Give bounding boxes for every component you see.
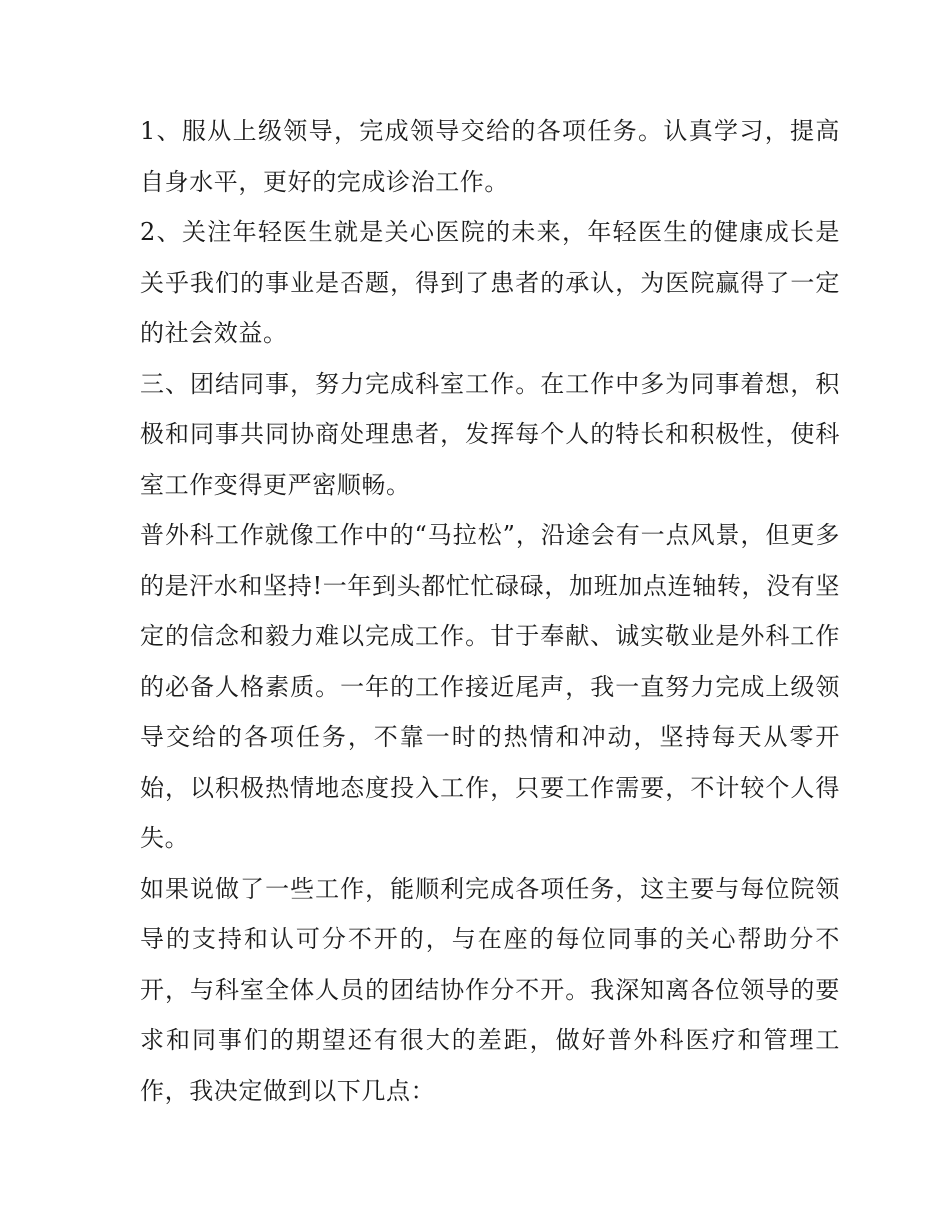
paragraph-section-3: 三、团结同事，努力完成科室工作。在工作中多为同事着想，积极和同事共同协商处理患者，发挥每个人的特长和积极性，使科室工作变得更严密顺畅。 (140, 369, 840, 499)
paragraph-item-1: 1、服从上级领导，完成领导交给的各项任务。认真学习，提高自身水平，更好的完成诊治工作。 (140, 117, 840, 196)
paragraph-item-2: 2、关注年轻医生就是关心医院的未来，年轻医生的健康成长是关乎我们的事业是否题，得到了患者的承认，为医院赢得了一定的社会效益。 (140, 218, 840, 347)
paragraph-marathon: 普外科工作就像工作中的“马拉松”，沿途会有一点风景，但更多的是汗水和坚持!一年到头都忙忙碌碌，加班加点连轴转，没有坚定的信念和毅力难以完成工作。甘于奉献、诚实敬业是外科工作的必备人格素质。一年的工作接近尾声，我一直努力完成上级领导交给的各项任务，不靠一时的热情和冲动，坚持每天从零开始，以积极热情地态度投入工作，只要工作需要，不计较个人得失。 (140, 521, 840, 852)
document-body (140, 106, 840, 1116)
paragraph-conclusion: 如果说做了一些工作，能顺利完成各项任务，这主要与每位院领导的支持和认可分不开的，与在座的每位同事的关心帮助分不开，与科室全体人员的团结协作分不开。我深知离各位领导的要求和同事们的期望还有很大的差距，做好普外科医疗和管理工作，我决定做到以下几点： (140, 874, 840, 1105)
